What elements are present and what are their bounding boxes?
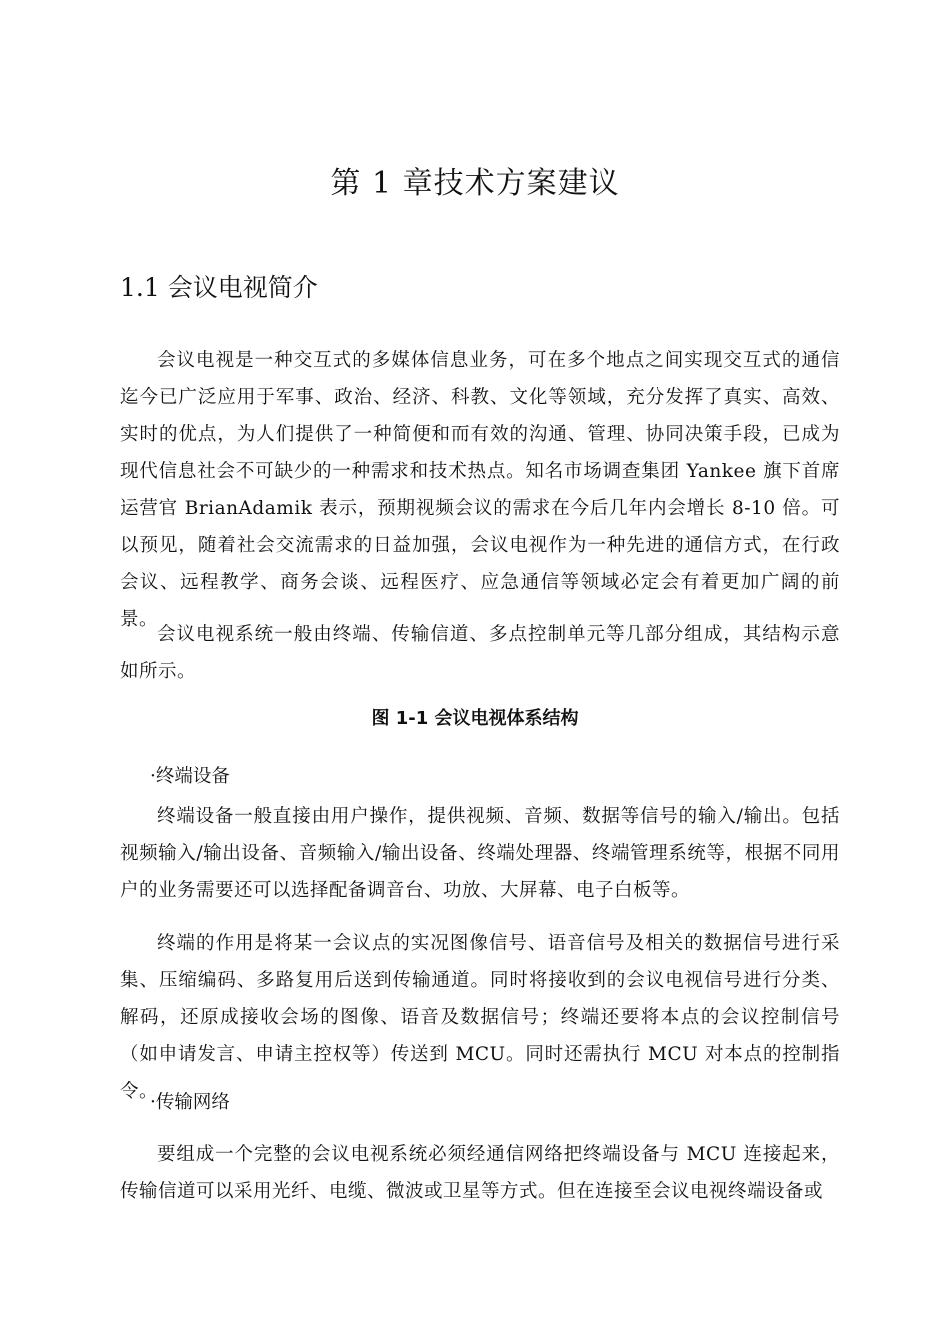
terminal-heading: ·终端设备: [150, 766, 230, 787]
section-title: 1.1 会议电视简介: [120, 273, 318, 302]
network-heading: ·传输网络: [150, 1092, 230, 1113]
network-paragraph-1: 要组成一个完整的会议电视系统必须经通信网络把终端设备与 MCU 连接起来，传输信道可以采用光纤、电缆、微波或卫星等方式。但在连接至会议电视终端设备或: [120, 1144, 840, 1202]
chapter-title: 第 1 章技术方案建议: [330, 166, 620, 201]
figure-caption: 图 1-1 会议电视体系结构: [371, 708, 579, 729]
intro-paragraph: 会议电视是一种交互式的多媒体信息业务，可在多个地点之间实现交互式的通信迄今已广泛应用于军事、政治、经济、科教、文化等领域，充分发挥了真实、高效、实时的优点，为人们提供了一种简便和而有效的沟通、管理、协同决策手段，已成为现代信息社会不可缺少的一种需求和技术热点。知名市场调查集团 Yankee 旗下首席运营官 BrianAdamik 表示，预期视频会议的需求在今后几年内会增长 8-10 倍。可以预见，随着社会交流需求的日益加强，会议电视作为一种先进的通信方式，在行政会议、远程教学、商务会谈、远程医疗、应急通信等领域必定会有着更加广阔的前景。: [120, 350, 840, 630]
terminal-paragraph-2: 终端的作用是将某一会议点的实况图像信号、语音信号及相关的数据信号进行采集、压缩编码、多路复用后送到传输通道。同时将接收到的会议电视信号进行分类、解码，还原成接收会场的图像、语音及数据信号；终端还要将本点的会议控制信号（如申请发言、申请主控权等）传送到 MCU。同时还需执行 MCU 对本点的控制指令。: [120, 933, 840, 1102]
terminal-paragraph-1: 终端设备一般直接由用户操作，提供视频、音频、数据等信号的输入/输出。包括视频输入/输出设备、音频输入/输出设备、终端处理器、终端管理系统等，根据不同用户的业务需要还可以选择配备调音台、功放、大屏幕、电子白板等。: [120, 806, 840, 901]
structure-paragraph: 会议电视系统一般由终端、传输信道、多点控制单元等几部分组成，其结构示意如所示。: [120, 624, 840, 682]
